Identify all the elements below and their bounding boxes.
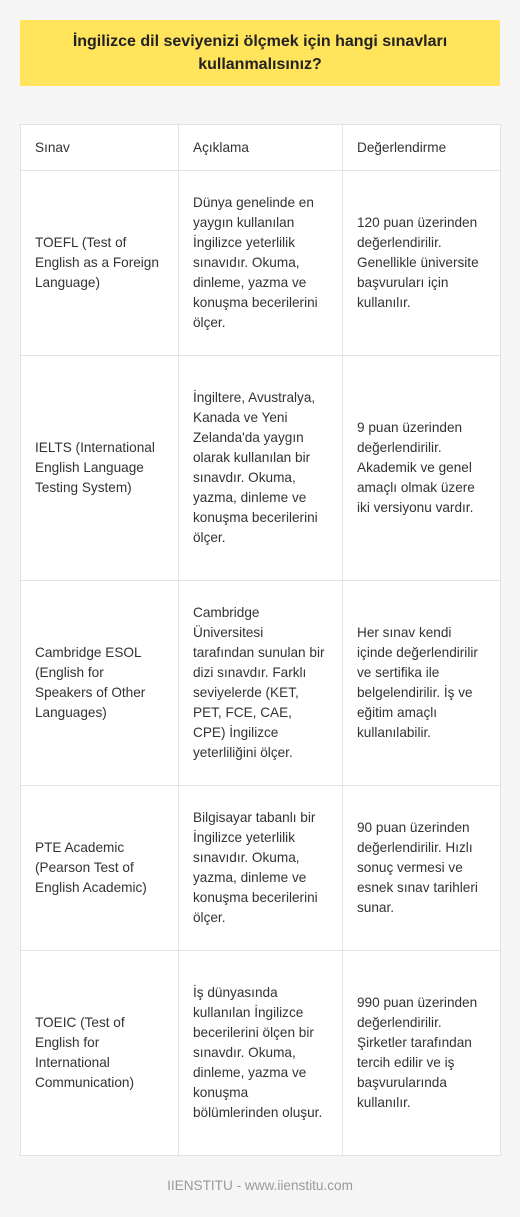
cell-evaluation: 990 puan üzerinden değerlendirilir. Şirketler tarafından tercih edilir ve iş başvurularında kullanılır. bbox=[343, 951, 501, 1156]
header-description: Açıklama bbox=[179, 125, 343, 171]
header-exam: Sınav bbox=[21, 125, 179, 171]
cell-exam: TOEIC (Test of English for International Communication) bbox=[21, 951, 179, 1156]
cell-evaluation: 9 puan üzerinden değerlendirilir. Akademik ve genel amaçlı olmak üzere iki versiyonu vardır. bbox=[343, 356, 501, 581]
footer-credit: IIENSTITU - www.iienstitu.com bbox=[167, 1178, 353, 1193]
table-row bbox=[21, 786, 501, 951]
title-banner bbox=[20, 20, 500, 86]
cell-description: İş dünyasında kullanılan İngilizce becerilerini ölçen bir sınavdır. Okuma, dinleme, yazma ve konuşma bölümlerinden oluşur. bbox=[179, 951, 343, 1156]
cell-exam: PTE Academic (Pearson Test of English Academic) bbox=[21, 786, 179, 951]
cell-description: İngiltere, Avustralya, Kanada ve Yeni Zelanda'da yaygın olarak kullanılan bir sınavdır. Okuma, yazma, dinleme ve konuşma becerilerini ölçer. bbox=[179, 356, 343, 581]
cell-evaluation: Her sınav kendi içinde değerlendirilir ve sertifika ile belgelendirilir. İş ve eğitim amaçlı kullanılabilir. bbox=[343, 581, 501, 786]
cell-evaluation: 90 puan üzerinden değerlendirilir. Hızlı sonuç vermesi ve esnek sınav tarihleri sunar. bbox=[343, 786, 501, 951]
exam-table-container bbox=[20, 124, 500, 1156]
table-header-row bbox=[21, 125, 501, 171]
page-title: İngilizce dil seviyenizi ölçmek için hangi sınavları kullanmalısınız? bbox=[72, 33, 448, 73]
table-row bbox=[21, 171, 501, 356]
cell-description: Cambridge Üniversitesi tarafından sunulan bir dizi sınavdır. Farklı seviyelerde (KET, PET, FCE, CAE, CPE) İngilizce yeterliliğini ölçer. bbox=[179, 581, 343, 786]
table-row bbox=[21, 356, 501, 581]
cell-evaluation: 120 puan üzerinden değerlendirilir. Genellikle üniversite başvuruları için kullanılır. bbox=[343, 171, 501, 356]
cell-exam: TOEFL (Test of English as a Foreign Language) bbox=[21, 171, 179, 356]
cell-description: Bilgisayar tabanlı bir İngilizce yeterlilik sınavıdır. Okuma, yazma, dinleme ve konuşma becerilerini ölçer. bbox=[179, 786, 343, 951]
cell-description: Dünya genelinde en yaygın kullanılan İngilizce yeterlilik sınavıdır. Okuma, dinleme, yazma ve konuşma becerilerini ölçer. bbox=[179, 171, 343, 356]
table-row bbox=[21, 581, 501, 786]
cell-exam: IELTS (International English Language Testing System) bbox=[21, 356, 179, 581]
exam-table bbox=[20, 124, 501, 1156]
table-row bbox=[21, 951, 501, 1156]
cell-exam: Cambridge ESOL (English for Speakers of Other Languages) bbox=[21, 581, 179, 786]
header-evaluation: Değerlendirme bbox=[343, 125, 501, 171]
